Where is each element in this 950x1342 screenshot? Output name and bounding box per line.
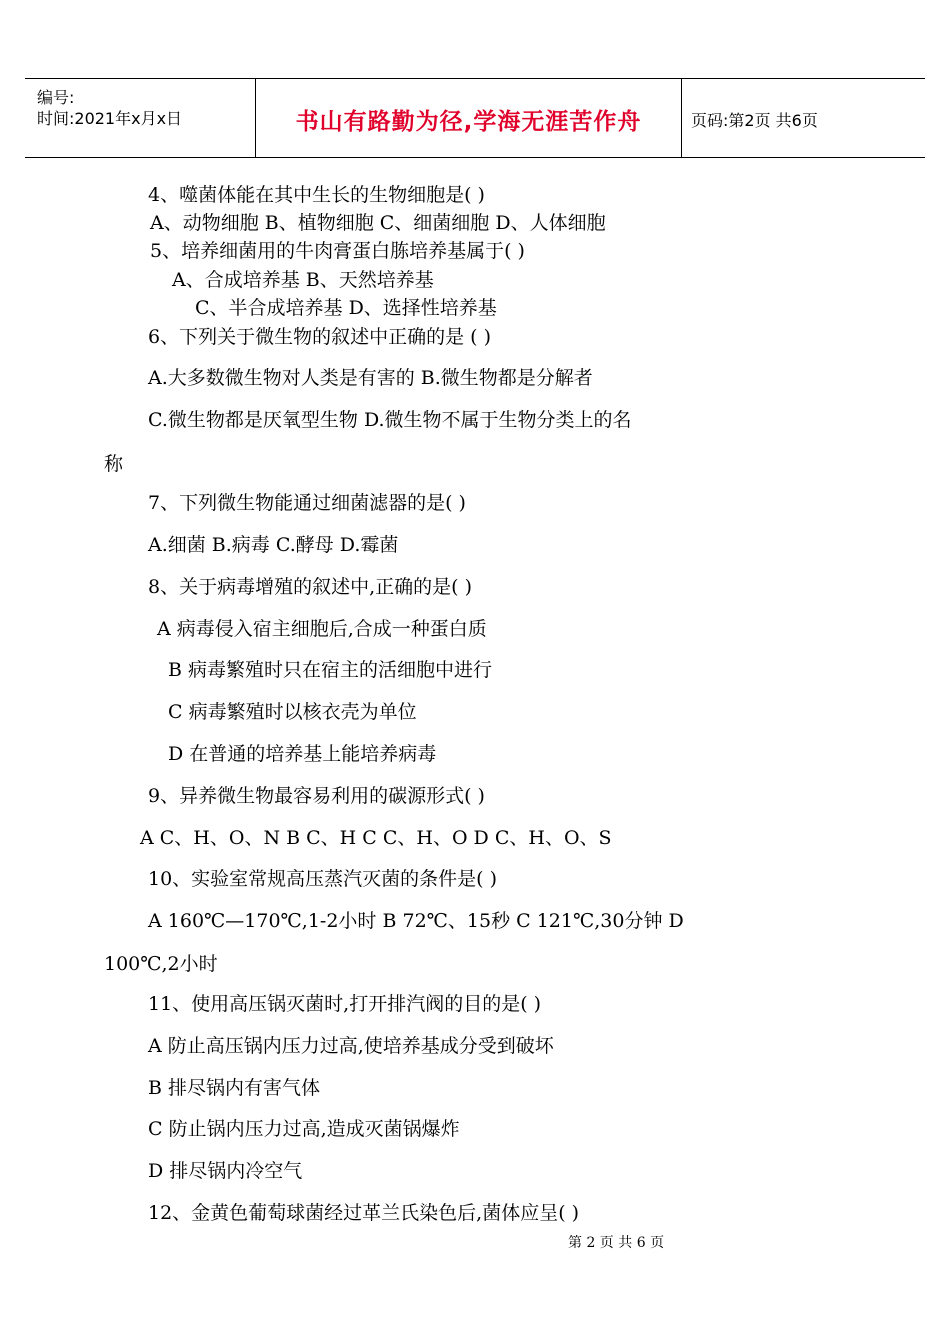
question-11-option-d: D 排尽锅内冷空气 [148, 1160, 303, 1182]
header-page-cell [681, 79, 925, 157]
question-8-option-b: B 病毒繁殖时只在宿主的活细胞中进行 [168, 659, 493, 681]
page-indicator: 页码:第2页 共6页 [691, 111, 818, 130]
question-9-options: A C、H、O、N B C、H C C、H、O D C、H、O、S [140, 827, 612, 849]
question-11-option-b: B 排尽锅内有害气体 [148, 1077, 321, 1099]
question-10-continuation: 100℃,2小时 [104, 953, 218, 975]
question-11-option-c: C 防止锅内压力过高,造成灭菌锅爆炸 [148, 1118, 460, 1140]
question-10-options: A 160℃—170℃,1-2小时 B 72℃、15秒 C 121℃,30分钟 D [148, 910, 684, 932]
page-header [25, 78, 925, 158]
time-label: 时间:2021年x月x日 [37, 109, 183, 128]
question-11-option-a: A 防止高压锅内压力过高,使培养基成分受到破坏 [148, 1035, 554, 1057]
question-7: 7、下列微生物能通过细菌滤器的是( ) [148, 492, 466, 514]
header-motto-cell [255, 79, 682, 157]
question-8-option-a: A 病毒侵入宿主细胞后,合成一种蛋白质 [157, 618, 487, 640]
number-label: 编号: [37, 88, 75, 107]
page-footer: 第 2 页 共 6 页 [568, 1235, 665, 1251]
question-8-option-c: C 病毒繁殖时以核衣壳为单位 [168, 701, 417, 723]
question-11: 11、使用高压锅灭菌时,打开排汽阀的目的是( ) [148, 993, 542, 1015]
header-meta-cell [25, 79, 255, 157]
question-8: 8、关于病毒增殖的叙述中,正确的是( ) [148, 576, 472, 598]
question-4: 4、噬菌体能在其中生长的生物细胞是( ) [148, 184, 485, 206]
question-9: 9、异养微生物最容易利用的碳源形式( ) [148, 785, 485, 807]
question-8-option-d: D 在普通的培养基上能培养病毒 [168, 743, 437, 765]
question-5: 5、培养细菌用的牛肉膏蛋白胨培养基属于( ) [150, 240, 525, 262]
question-6-options-ab: A.大多数微生物对人类是有害的 B.微生物都是分解者 [148, 367, 593, 389]
question-5-options-ab: A、合成培养基 B、天然培养基 [172, 269, 434, 291]
question-4-options: A、动物细胞 B、植物细胞 C、细菌细胞 D、人体细胞 [150, 212, 606, 234]
motto: 书山有路勤为径,学海无涯苦作舟 [295, 109, 642, 135]
question-7-options: A.细菌 B.病毒 C.酵母 D.霉菌 [148, 534, 399, 556]
question-6-options-cd: C.微生物都是厌氧型生物 D.微生物不属于生物分类上的名 [148, 409, 632, 431]
question-6: 6、下列关于微生物的叙述中正确的是 ( ) [148, 326, 491, 348]
question-5-options-cd: C、半合成培养基 D、选择性培养基 [195, 297, 497, 319]
question-6-continuation: 称 [104, 453, 124, 475]
question-10: 10、实验室常规高压蒸汽灭菌的条件是( ) [148, 868, 498, 890]
question-12: 12、金黄色葡萄球菌经过革兰氏染色后,菌体应呈( ) [148, 1202, 580, 1224]
